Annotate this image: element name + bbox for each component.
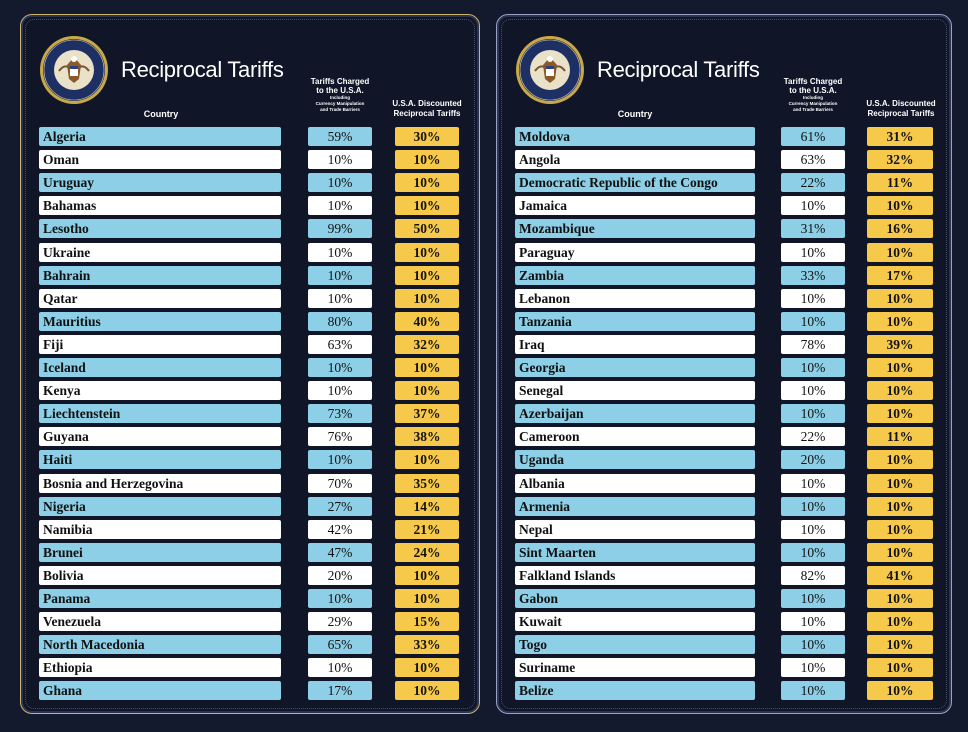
charged-cell: 10%	[781, 381, 845, 400]
table-row	[21, 312, 479, 331]
discounted-cell: 10%	[395, 150, 459, 169]
header-discounted: U.S.A. Discounted Reciprocal Tariffs	[392, 99, 462, 118]
country-cell: Paraguay	[515, 243, 755, 262]
country-cell: Bahrain	[39, 266, 281, 285]
presidential-seal-icon	[39, 35, 109, 105]
charged-cell: 10%	[308, 173, 372, 192]
charged-cell: 80%	[308, 312, 372, 331]
discounted-cell: 10%	[867, 289, 933, 308]
discounted-cell: 10%	[395, 566, 459, 585]
table-row	[21, 520, 479, 539]
charged-cell: 20%	[781, 450, 845, 469]
table-row	[497, 150, 951, 169]
country-cell: Lesotho	[39, 219, 281, 238]
discounted-cell: 10%	[395, 243, 459, 262]
table-row	[497, 474, 951, 493]
charged-cell: 17%	[308, 681, 372, 700]
discounted-cell: 10%	[395, 681, 459, 700]
country-cell: Haiti	[39, 450, 281, 469]
country-cell: Oman	[39, 150, 281, 169]
country-cell: Angola	[515, 150, 755, 169]
country-cell: Tanzania	[515, 312, 755, 331]
table-row	[21, 335, 479, 354]
country-cell: Sint Maarten	[515, 543, 755, 562]
charged-cell: 10%	[781, 289, 845, 308]
charged-cell: 10%	[781, 404, 845, 423]
table-row	[497, 358, 951, 377]
charged-cell: 10%	[781, 497, 845, 516]
country-cell: Fiji	[39, 335, 281, 354]
country-cell: Cameroon	[515, 427, 755, 446]
charged-cell: 99%	[308, 219, 372, 238]
table-row	[21, 127, 479, 146]
table-row	[497, 335, 951, 354]
discounted-cell: 10%	[867, 196, 933, 215]
header-discounted: U.S.A. Discounted Reciprocal Tariffs	[866, 99, 936, 118]
country-cell: North Macedonia	[39, 635, 281, 654]
charged-cell: 33%	[781, 266, 845, 285]
table-row	[497, 566, 951, 585]
discounted-cell: 10%	[867, 497, 933, 516]
table-row	[497, 196, 951, 215]
discounted-cell: 10%	[395, 266, 459, 285]
discounted-cell: 10%	[395, 173, 459, 192]
discounted-cell: 10%	[867, 520, 933, 539]
table-row	[497, 173, 951, 192]
table-row	[497, 404, 951, 423]
table-row	[21, 404, 479, 423]
country-cell: Falkland Islands	[515, 566, 755, 585]
discounted-cell: 41%	[867, 566, 933, 585]
country-cell: Belize	[515, 681, 755, 700]
discounted-cell: 32%	[395, 335, 459, 354]
table-row	[497, 450, 951, 469]
table-row	[21, 635, 479, 654]
header-charged: Tariffs Charged to the U.S.A. Including Currency Manipulation and Trade Barriers	[310, 77, 370, 112]
charged-cell: 10%	[781, 312, 845, 331]
table-row	[497, 243, 951, 262]
country-cell: Bahamas	[39, 196, 281, 215]
table-row	[497, 289, 951, 308]
table-row	[21, 612, 479, 631]
table-row	[497, 612, 951, 631]
discounted-cell: 11%	[867, 173, 933, 192]
country-cell: Venezuela	[39, 612, 281, 631]
table-row	[21, 658, 479, 677]
country-cell: Albania	[515, 474, 755, 493]
table-row	[497, 589, 951, 608]
left-panel	[20, 14, 480, 714]
table-row	[497, 497, 951, 516]
charged-cell: 10%	[308, 589, 372, 608]
country-cell: Georgia	[515, 358, 755, 377]
country-cell: Ethiopia	[39, 658, 281, 677]
charged-cell: 29%	[308, 612, 372, 631]
discounted-cell: 10%	[867, 243, 933, 262]
country-cell: Armenia	[515, 497, 755, 516]
discounted-cell: 17%	[867, 266, 933, 285]
country-cell: Mauritius	[39, 312, 281, 331]
discounted-cell: 10%	[395, 450, 459, 469]
table-row	[497, 543, 951, 562]
discounted-cell: 37%	[395, 404, 459, 423]
table-row	[497, 127, 951, 146]
country-cell: Uruguay	[39, 173, 281, 192]
table-row	[21, 196, 479, 215]
charged-cell: 76%	[308, 427, 372, 446]
discounted-cell: 10%	[395, 358, 459, 377]
country-cell: Brunei	[39, 543, 281, 562]
country-cell: Jamaica	[515, 196, 755, 215]
table-row	[21, 427, 479, 446]
charged-cell: 10%	[308, 289, 372, 308]
country-cell: Bosnia and Herzegovina	[39, 474, 281, 493]
country-cell: Guyana	[39, 427, 281, 446]
table-row	[21, 589, 479, 608]
header-charged: Tariffs Charged to the U.S.A. Including Currency Manipulation and Trade Barriers	[783, 77, 843, 112]
charged-cell: 70%	[308, 474, 372, 493]
discounted-cell: 30%	[395, 127, 459, 146]
table-row	[21, 266, 479, 285]
country-cell: Togo	[515, 635, 755, 654]
table-row	[497, 520, 951, 539]
discounted-cell: 10%	[395, 589, 459, 608]
charged-cell: 42%	[308, 520, 372, 539]
country-cell: Democratic Republic of the Congo	[515, 173, 755, 192]
discounted-cell: 10%	[867, 543, 933, 562]
charged-cell: 47%	[308, 543, 372, 562]
discounted-cell: 39%	[867, 335, 933, 354]
charged-cell: 10%	[308, 243, 372, 262]
country-cell: Qatar	[39, 289, 281, 308]
discounted-cell: 10%	[867, 474, 933, 493]
country-cell: Gabon	[515, 589, 755, 608]
country-cell: Ghana	[39, 681, 281, 700]
country-cell: Bolivia	[39, 566, 281, 585]
header-country: Country	[617, 109, 653, 119]
table-row	[21, 289, 479, 308]
table-row	[21, 566, 479, 585]
charged-cell: 63%	[308, 335, 372, 354]
page-title: Reciprocal Tariffs	[121, 57, 284, 82]
table-row	[21, 381, 479, 400]
country-cell: Iraq	[515, 335, 755, 354]
country-cell: Namibia	[39, 520, 281, 539]
charged-cell: 10%	[308, 658, 372, 677]
table-row	[497, 312, 951, 331]
country-cell: Mozambique	[515, 219, 755, 238]
charged-cell: 20%	[308, 566, 372, 585]
country-cell: Azerbaijan	[515, 404, 755, 423]
charged-cell: 10%	[781, 543, 845, 562]
charged-cell: 10%	[781, 243, 845, 262]
charged-cell: 10%	[781, 589, 845, 608]
table-row	[21, 150, 479, 169]
charged-cell: 61%	[781, 127, 845, 146]
table-row	[497, 635, 951, 654]
table-row	[497, 381, 951, 400]
discounted-cell: 21%	[395, 520, 459, 539]
charged-cell: 10%	[308, 381, 372, 400]
table-row	[21, 173, 479, 192]
country-cell: Ukraine	[39, 243, 281, 262]
charged-cell: 10%	[308, 150, 372, 169]
country-cell: Nigeria	[39, 497, 281, 516]
discounted-cell: 10%	[867, 589, 933, 608]
discounted-cell: 24%	[395, 543, 459, 562]
table-row	[497, 266, 951, 285]
country-cell: Zambia	[515, 266, 755, 285]
country-cell: Panama	[39, 589, 281, 608]
discounted-cell: 14%	[395, 497, 459, 516]
discounted-cell: 10%	[867, 681, 933, 700]
country-cell: Suriname	[515, 658, 755, 677]
table-row	[497, 219, 951, 238]
charged-cell: 63%	[781, 150, 845, 169]
discounted-cell: 10%	[867, 450, 933, 469]
discounted-cell: 10%	[395, 381, 459, 400]
charged-cell: 10%	[781, 196, 845, 215]
charged-cell: 65%	[308, 635, 372, 654]
discounted-cell: 10%	[867, 612, 933, 631]
table-row	[21, 543, 479, 562]
discounted-cell: 10%	[867, 358, 933, 377]
charged-cell: 10%	[781, 358, 845, 377]
discounted-cell: 10%	[867, 658, 933, 677]
discounted-cell: 40%	[395, 312, 459, 331]
charged-cell: 22%	[781, 427, 845, 446]
discounted-cell: 10%	[867, 312, 933, 331]
charged-cell: 22%	[781, 173, 845, 192]
discounted-cell: 32%	[867, 150, 933, 169]
charged-cell: 10%	[781, 681, 845, 700]
discounted-cell: 16%	[867, 219, 933, 238]
discounted-cell: 11%	[867, 427, 933, 446]
discounted-cell: 15%	[395, 612, 459, 631]
discounted-cell: 10%	[395, 196, 459, 215]
table-row	[21, 243, 479, 262]
charged-cell: 10%	[781, 658, 845, 677]
country-cell: Uganda	[515, 450, 755, 469]
charged-cell: 27%	[308, 497, 372, 516]
charged-cell: 10%	[781, 635, 845, 654]
table-row	[21, 497, 479, 516]
discounted-cell: 10%	[867, 635, 933, 654]
presidential-seal-icon	[515, 35, 585, 105]
charged-cell: 10%	[781, 474, 845, 493]
discounted-cell: 10%	[867, 381, 933, 400]
discounted-cell: 33%	[395, 635, 459, 654]
table-row	[21, 681, 479, 700]
charged-cell: 10%	[781, 612, 845, 631]
table-row	[497, 681, 951, 700]
charged-cell: 78%	[781, 335, 845, 354]
charged-cell: 10%	[781, 520, 845, 539]
charged-cell: 10%	[308, 450, 372, 469]
page-title: Reciprocal Tariffs	[597, 57, 760, 82]
discounted-cell: 35%	[395, 474, 459, 493]
country-cell: Moldova	[515, 127, 755, 146]
right-panel	[496, 14, 952, 714]
country-cell: Senegal	[515, 381, 755, 400]
table-row	[21, 450, 479, 469]
discounted-cell: 10%	[867, 404, 933, 423]
country-cell: Liechtenstein	[39, 404, 281, 423]
table-row	[497, 658, 951, 677]
table-row	[497, 427, 951, 446]
discounted-cell: 31%	[867, 127, 933, 146]
table-row	[21, 219, 479, 238]
charged-cell: 10%	[308, 266, 372, 285]
country-cell: Nepal	[515, 520, 755, 539]
country-cell: Kuwait	[515, 612, 755, 631]
discounted-cell: 38%	[395, 427, 459, 446]
charged-cell: 31%	[781, 219, 845, 238]
country-cell: Iceland	[39, 358, 281, 377]
discounted-cell: 10%	[395, 289, 459, 308]
discounted-cell: 10%	[395, 658, 459, 677]
header-country: Country	[143, 109, 179, 119]
charged-cell: 10%	[308, 196, 372, 215]
country-cell: Lebanon	[515, 289, 755, 308]
charged-cell: 73%	[308, 404, 372, 423]
discounted-cell: 50%	[395, 219, 459, 238]
country-cell: Kenya	[39, 381, 281, 400]
charged-cell: 59%	[308, 127, 372, 146]
charged-cell: 10%	[308, 358, 372, 377]
country-cell: Algeria	[39, 127, 281, 146]
table-row	[21, 474, 479, 493]
charged-cell: 82%	[781, 566, 845, 585]
table-row	[21, 358, 479, 377]
